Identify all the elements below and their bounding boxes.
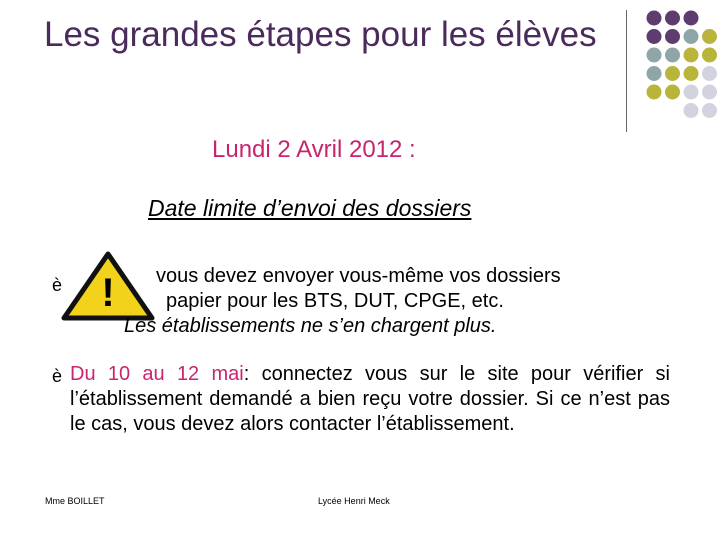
decorative-dot [684,66,699,81]
instruction-line-3: Les établissements ne s’en chargent plus. [124,315,497,337]
decorative-dot [684,29,699,44]
decorative-dot [665,66,680,81]
bullet-arrow-icon: è [52,275,63,295]
decorative-divider [626,10,627,132]
decorative-dot [665,85,680,100]
decorative-dot [702,48,717,63]
decorative-dot-grid [0,0,720,140]
instruction-block-2 [70,362,670,437]
decorative-dot [647,48,662,63]
decorative-dot [702,103,717,118]
decorative-dot [702,29,717,44]
decorative-dot [647,66,662,81]
decorative-dot [647,85,662,100]
slide-title: Les grandes étapes pour les élèves [44,15,597,54]
date-range-highlight: Du 10 au 12 mai [70,363,244,385]
decorative-dot [702,85,717,100]
decorative-dot [684,85,699,100]
deadline-heading: Date limite d’envoi des dossiers [148,195,472,221]
warning-symbol: ! [101,271,115,315]
instruction-block-2-text: : connectez vous sur le site pour vérifier si l’établissement demandé a bien reçu votre dossier. Si ce n’est pas le cas, vous devez alors contacter l’établissement. [70,363,670,435]
decorative-dot [665,48,680,63]
decorative-dot [684,48,699,63]
instruction-block-1 [120,264,680,339]
footer-author: Mme BOILLET [45,496,105,506]
decorative-dot [647,11,662,26]
instruction-line-2: papier pour les BTS, DUT, CPGE, etc. [166,290,504,312]
decorative-dot [665,11,680,26]
decorative-dot [647,29,662,44]
decorative-dot [665,29,680,44]
instruction-line-1: vous devez envoyer vous-même vos dossiers [156,265,561,287]
decorative-dot [684,11,699,26]
decorative-dot [702,66,717,81]
footer-school: Lycée Henri Meck [318,496,390,506]
decorative-dot [684,103,699,118]
bullet-arrow-icon: è [52,366,63,386]
date-heading: Lundi 2 Avril 2012 : [212,136,416,163]
